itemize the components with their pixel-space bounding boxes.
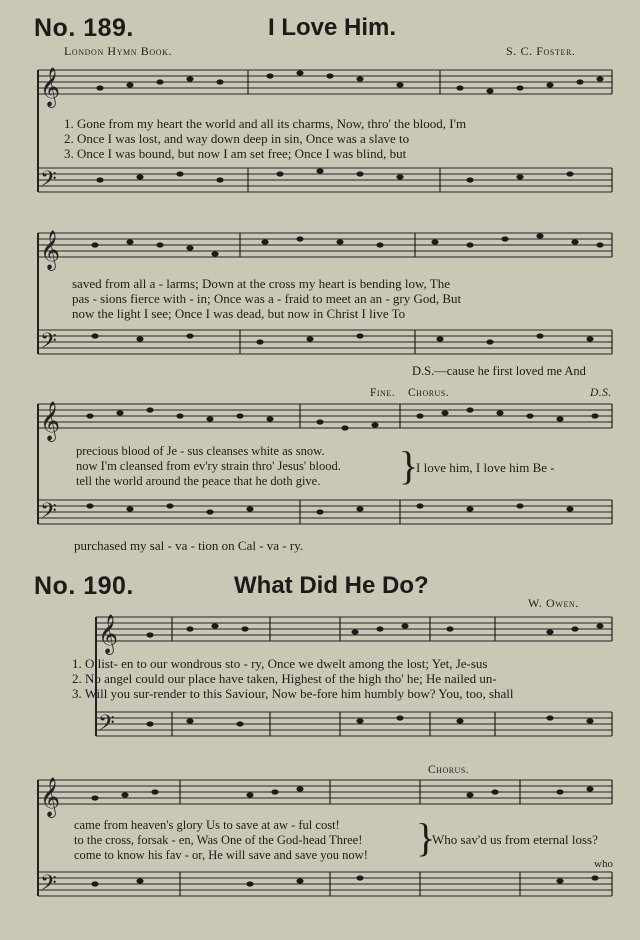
staff-system-190-1-bass [96,712,612,736]
hymn-190-title: What Did He Do? [234,572,429,599]
hymn-189-composer: S. C. Foster. [506,44,576,58]
staff-system-189-1-treble [38,70,612,94]
svg-text:𝄞: 𝄞 [40,777,61,817]
chorus-mark-190: Chorus. [428,764,470,776]
hymn-190-composer: W. Owen. [528,596,579,610]
lyric-line: now the light I see; Once I was dead, but now in Christ I live To [72,306,406,321]
lyric-line: 3. Once I was bound, but now I am set free; Once I was blind, but [64,146,407,161]
svg-text:𝄢: 𝄢 [40,167,57,197]
lyric-line: 2. No angel could our place have taken, Highest of the high tho' he; He nailed un- [72,671,497,686]
brace-right: } [416,815,436,860]
hymn-189-ds-lyric: D.S.—cause he first loved me And [412,364,586,378]
staff-system-189-2-treble [38,233,612,257]
hymn-189-number: No. 189. [34,14,134,42]
lyric-line: to the cross, forsak - en, Was One of the God-head Three! [74,833,363,847]
lyric-line: 3. Will you sur-render to this Saviour, Now be-fore him humbly bow? You, too, shall [72,686,514,701]
chorus-mark: Chorus. [408,387,450,399]
staff-system-189-1-bass [38,168,612,192]
fine-mark: Fine. [370,387,396,399]
svg-text:𝄢: 𝄢 [40,871,57,901]
lyric-line: come to know his fav - or, He will save and save you now! [74,848,368,862]
hymn-189-verse-block-1 [64,116,466,161]
lyric-line: pas - sions fierce with - in; Once was a - fraid to meet an an - gry God, But [72,291,462,306]
hymn-190-verse-block-2 [74,818,368,863]
lyric-line: tell the world around the peace that he doth give. [76,474,321,488]
svg-text:𝄢: 𝄢 [40,499,57,529]
staff-system-190-2-bass [38,872,612,896]
hymn-190-bass-lyric: who [594,858,613,870]
hymn-189-verse-block-2 [72,276,461,321]
svg-text:𝄞: 𝄞 [40,401,61,441]
hymn-189-verse-block-3 [76,444,341,489]
svg-text:𝄞: 𝄞 [98,614,119,654]
svg-text:𝄞: 𝄞 [40,67,61,107]
hymn-189-title: I Love Him. [268,14,397,41]
brace-right: } [399,443,419,488]
staff-system-190-1-treble [96,617,612,641]
hymn-189-chorus-lyric: I love him, I love him Be - [416,460,555,475]
hymn-189-bass-lyric: purchased my sal - va - tion on Cal - va - ry. [74,538,304,553]
svg-text:𝄢: 𝄢 [98,711,115,741]
ds-mark: D.S. [590,387,612,399]
lyric-line: 1. O list- en to our wondrous sto - ry, Once we dwelt among the lost; Yet, Je-sus [72,656,488,671]
staff-system-190-2-treble [38,780,612,804]
lyric-line: precious blood of Je - sus cleanses white as snow. [76,444,325,458]
svg-text:𝄢: 𝄢 [40,329,57,359]
lyric-line: 2. Once I was lost, and way down deep in sin, Once was a slave to [64,131,410,146]
lyric-line: came from heaven's glory Us to save at aw - ful cost! [74,818,340,832]
svg-text:𝄞: 𝄞 [40,230,61,270]
lyric-line: 1. Gone from my heart the world and all its charms, Now, thro' the blood, I'm [64,116,467,131]
hymn-190-chorus-lyric: Who sav'd us from eternal loss? [432,832,598,847]
hymn-189-source: London Hymn Book. [64,44,173,58]
lyric-line: saved from all a - larms; Down at the cross my heart is bending low, The [72,276,450,291]
hymn-190-number: No. 190. [34,572,134,600]
staff-system-189-2-bass [38,330,612,354]
hymn-190-verse-block-1 [72,656,514,701]
staff-system-189-3-bass [38,500,612,524]
lyric-line: now I'm cleansed from ev'ry strain thro' Jesus' blood. [76,459,341,473]
staff-system-189-3-treble [38,404,612,428]
